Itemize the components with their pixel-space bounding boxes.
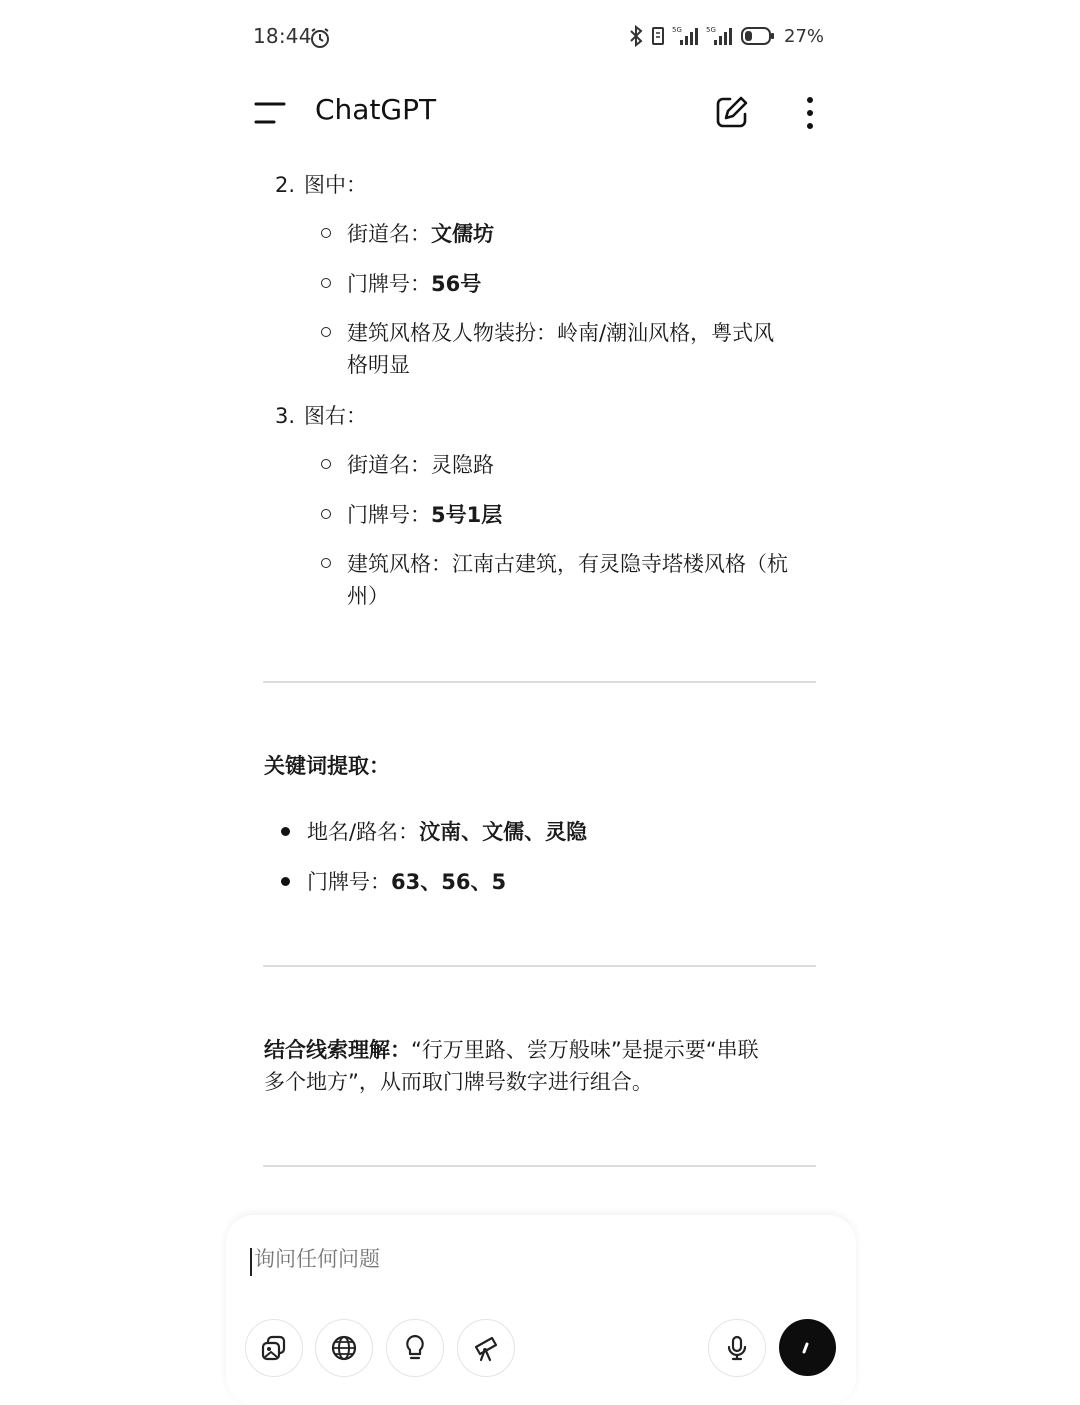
- sub-list-item: [347, 218, 494, 250]
- field-value-cont: 格明显: [347, 353, 410, 377]
- divider: [263, 681, 816, 683]
- svg-text:5G: 5G: [706, 26, 716, 34]
- clue-text-cont: 多个地方”，从而取门牌号数字进行组合。: [264, 1070, 653, 1094]
- globe-icon: [329, 1333, 359, 1363]
- field-label: 门牌号：: [307, 870, 391, 894]
- hollow-bullet: [321, 459, 331, 469]
- hollow-bullet: [321, 509, 331, 519]
- field-value: 汶南、文儒、灵隐: [419, 820, 588, 844]
- deep-research-button[interactable]: [457, 1319, 515, 1377]
- more-vertical-icon[interactable]: [798, 95, 822, 131]
- divider: [263, 1165, 816, 1167]
- hollow-bullet: [321, 278, 331, 288]
- field-value: 江南古建筑，有灵隐寺塔楼风格（杭: [452, 552, 788, 576]
- hollow-bullet: [321, 327, 331, 337]
- field-label: 街道名：: [347, 453, 431, 477]
- field-label: 建筑风格及人物装扮：: [347, 321, 557, 345]
- field-value: 文儒坊: [431, 222, 494, 246]
- image-stack-icon: [259, 1333, 289, 1363]
- field-label: 街道名：: [347, 222, 431, 246]
- list-number: 2.: [275, 173, 296, 197]
- attach-image-button[interactable]: [245, 1319, 303, 1377]
- voice-mode-button[interactable]: [779, 1319, 836, 1376]
- field-label: 门牌号：: [347, 272, 431, 296]
- hollow-bullet: [321, 228, 331, 238]
- vibrate-icon: [650, 24, 666, 48]
- battery-icon: [740, 24, 776, 48]
- battery-percent: 27%: [784, 25, 825, 47]
- web-search-button[interactable]: [315, 1319, 373, 1377]
- telescope-icon: [471, 1333, 501, 1363]
- dictate-button[interactable]: [708, 1319, 766, 1377]
- field-label: 门牌号：: [347, 503, 431, 527]
- app-title[interactable]: ChatGPT: [315, 93, 437, 126]
- voice-wave-icon: [795, 1335, 821, 1361]
- field-value: 5号1层: [431, 503, 503, 527]
- field-value-cont: 州）: [347, 584, 389, 608]
- signal-5g-icon-2: [706, 24, 734, 48]
- field-label: 地名/路名：: [307, 820, 420, 844]
- sub-list-item: [347, 499, 502, 531]
- divider: [263, 965, 816, 967]
- menu-icon[interactable]: [254, 100, 290, 126]
- section-heading: 关键词提取：: [264, 754, 390, 778]
- field-value: 56号: [431, 272, 482, 296]
- hollow-bullet: [321, 558, 331, 568]
- svg-text:5G: 5G: [672, 26, 682, 34]
- signal-5g-icon-1: [672, 24, 700, 48]
- bullet: [281, 877, 290, 886]
- status-time: 18:44: [253, 24, 312, 48]
- clue-paragraph: [264, 1034, 824, 1098]
- sub-list-item: [347, 449, 494, 481]
- composer-panel: [226, 1215, 856, 1405]
- lightbulb-icon: [400, 1333, 430, 1363]
- clue-text: “行万里路、尝万般味”是提示要“串联: [411, 1038, 759, 1062]
- field-label: 建筑风格：: [347, 552, 452, 576]
- microphone-icon: [722, 1333, 752, 1363]
- field-value: 灵隐路: [431, 453, 494, 477]
- list-item: [307, 816, 587, 848]
- field-value: 岭南/潮汕风格，粤式风: [557, 321, 775, 345]
- sub-list-item: [347, 317, 817, 381]
- field-value: 63、56、5: [391, 870, 507, 894]
- alarm-icon: [308, 26, 332, 50]
- new-chat-icon[interactable]: [714, 94, 750, 130]
- list-item: [307, 866, 506, 898]
- sub-list-item: [347, 548, 822, 612]
- bullet: [281, 827, 290, 836]
- bluetooth-icon: [628, 24, 644, 48]
- list-number: 3.: [275, 404, 296, 428]
- list-item-title: 图中：: [304, 173, 367, 197]
- clue-label: 结合线索理解：: [264, 1038, 411, 1062]
- status-icons: [628, 24, 824, 48]
- message-input[interactable]: [252, 1246, 676, 1272]
- reason-button[interactable]: [386, 1319, 444, 1377]
- sub-list-item: [347, 268, 481, 300]
- list-item-title: 图右：: [304, 404, 367, 428]
